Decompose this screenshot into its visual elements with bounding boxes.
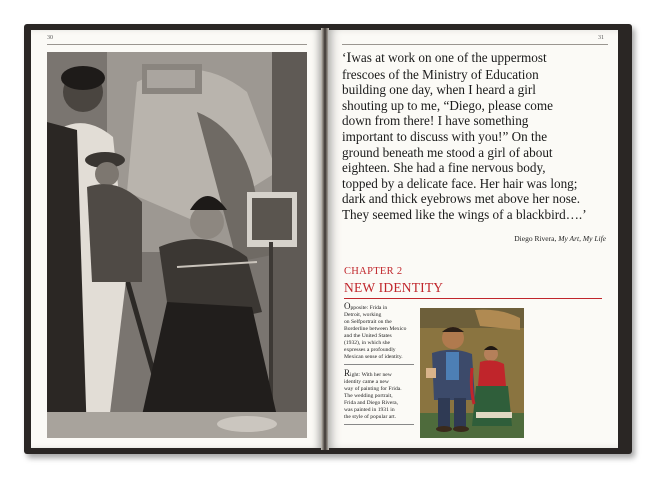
photo-icon: [47, 52, 307, 438]
attribution-author: Diego Rivera,: [514, 234, 557, 243]
painting-frida-and-diego: [420, 308, 524, 438]
quote-attribution: [514, 234, 606, 243]
quote-block: [342, 50, 614, 223]
painting-icon: [420, 308, 524, 438]
page-number-right: 31: [598, 35, 604, 41]
caption-1-text: pposite: Frida in Detroit, working on Selfportrait on the Borderline between Mexico and the United States (1932), in which she expresses a profoundly Mexican sense of identity.: [344, 305, 407, 360]
caption-rule-1: [344, 364, 414, 365]
page-number-left: 30: [47, 35, 53, 41]
caption-right: [344, 370, 414, 421]
quote-dropcap: I: [346, 50, 352, 66]
quote-open-mark: ‘: [342, 50, 347, 65]
caption-1-dropcap: O: [344, 301, 351, 311]
caption-2-text: ight: With her new identity came a new way of painting for Frida. The wedding portrait, Frida and Diego Rivera, was painted in 1931 in the style of popular art.: [344, 372, 402, 420]
left-page: [31, 30, 321, 448]
caption-2-dropcap: R: [344, 368, 351, 378]
quote-text: was at work on one of the uppermost frescoes of the Ministry of Education building one day, when I heard a girl shouting up to me, “Diego, please come down from there! I have something important to discuss with you!” On the ground beneath me stood a girl of about eighteen. She had a fine nervous body, topped by a delicate face. Her hair was long; dark and thick eyebrows met above her nose. They seemed like the wings of a blackbird….’: [342, 50, 587, 222]
attribution-work: My Art, My Life: [558, 234, 606, 243]
header-rule-right: [342, 44, 608, 45]
chapter-label: CHAPTER 2: [344, 266, 403, 277]
caption-opposite: [344, 303, 414, 361]
chapter-title: NEW IDENTITY: [344, 280, 444, 295]
caption-rule-2: [344, 424, 414, 425]
photo-frida-painting: [47, 52, 307, 438]
header-rule-left: [47, 44, 307, 45]
chapter-rule: [344, 298, 602, 299]
right-page: [328, 30, 618, 448]
